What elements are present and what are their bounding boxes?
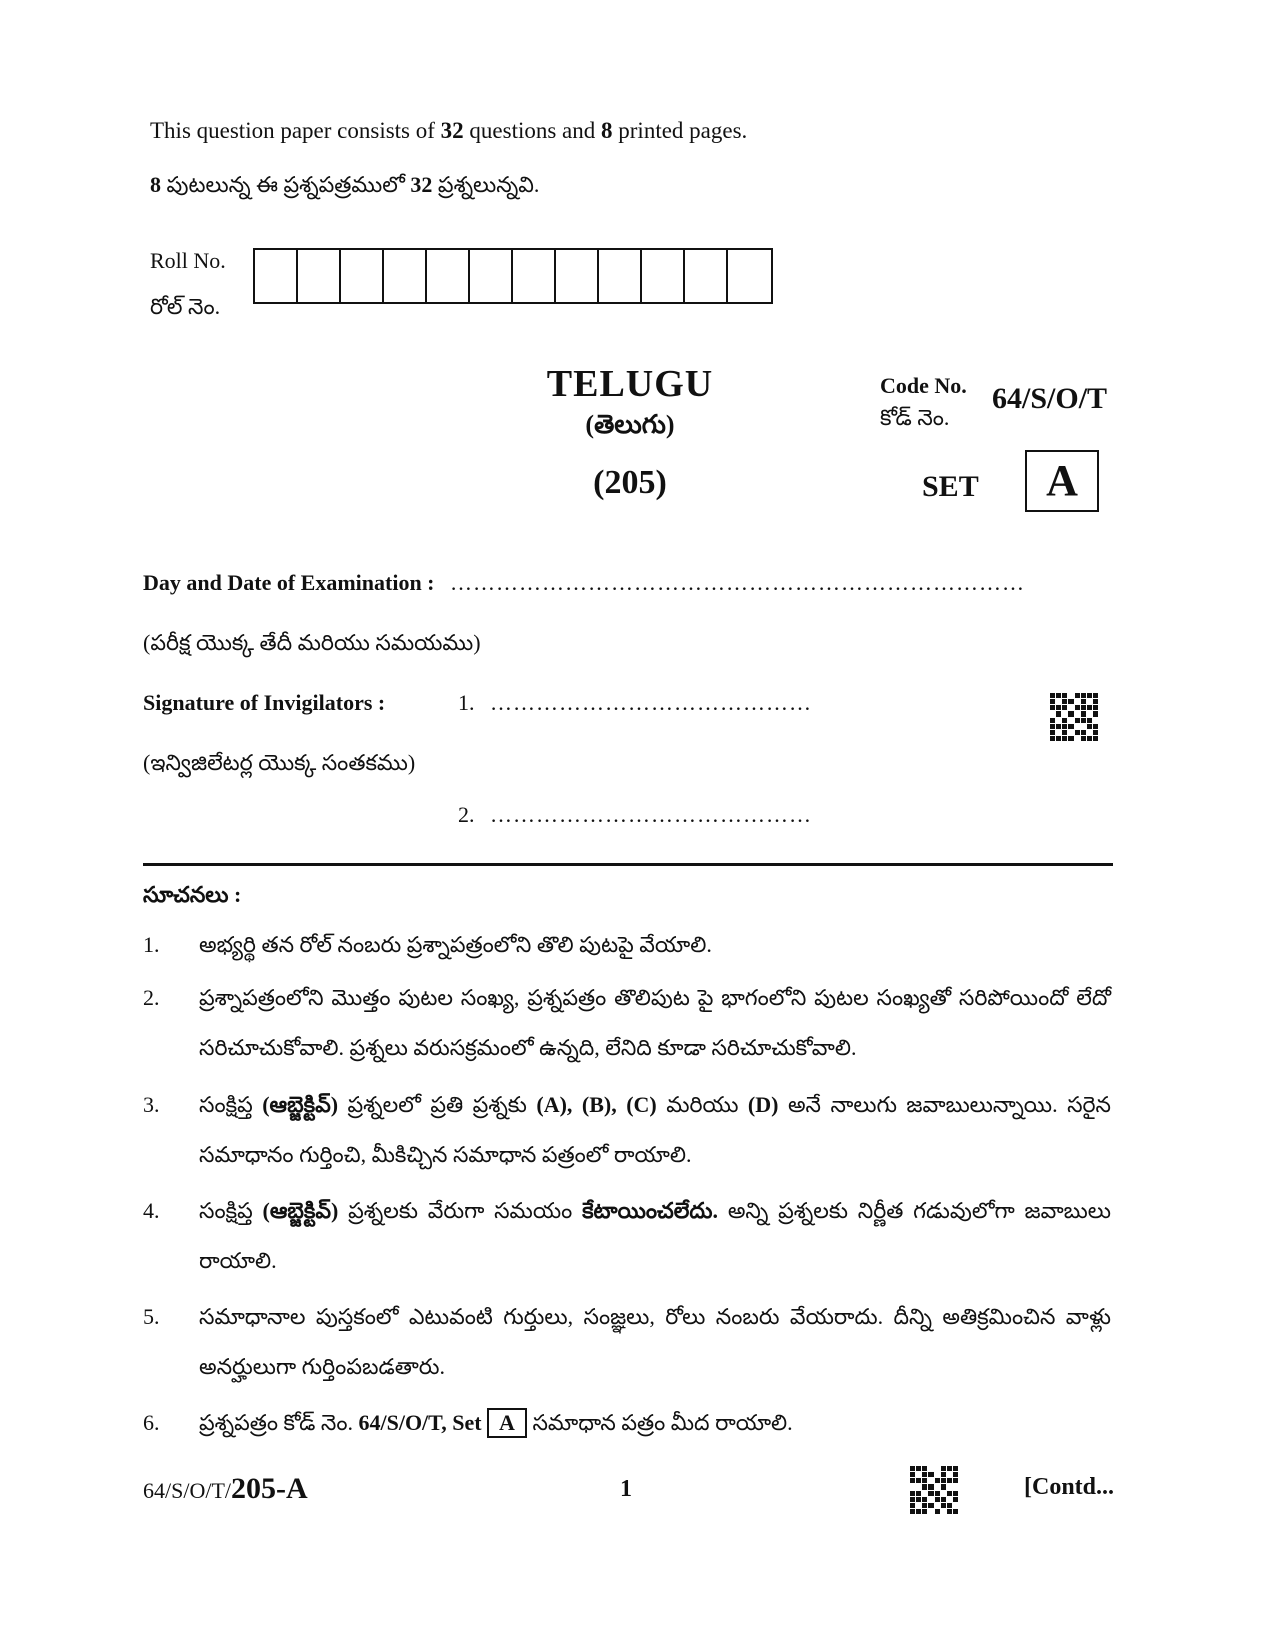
roll-number-cell[interactable]: [556, 250, 599, 302]
invigilator-signature-label-telugu: (ఇన్విజిలేటర్ల యొక్క సంతకము): [143, 750, 416, 775]
subject-name: TELUGU: [546, 363, 714, 405]
footer-paper-code: 64/S/O/T/205-A: [143, 1472, 308, 1505]
roll-number-cell[interactable]: [599, 250, 642, 302]
instruction-item: 6. ప్రశ్నపత్రం కోడ్ నెం. 64/S/O/T, Set A సమాధాన పత్రం మీద రాయాలి.: [143, 1398, 1111, 1448]
instruction-item: 1. అభ్యర్థి తన రోల్ నంబరు ప్రశ్నాపత్రంలోని తొలి పుటపై వేయాలి.: [143, 932, 712, 957]
roll-number-label: Roll No. రోల్ నెం.: [150, 248, 226, 319]
instructions-title: సూచనలు :: [143, 882, 242, 907]
qr-code-icon: [910, 1466, 958, 1514]
exam-date-label: Day and Date of Examination :: [143, 570, 435, 595]
invigilator-signature-1[interactable]: 1. ……………………………………: [458, 690, 812, 715]
roll-number-cell[interactable]: [298, 250, 341, 302]
code-number-label: Code No. కోడ్ నెం.: [880, 373, 967, 430]
exam-date-field[interactable]: …………………………………………………………………: [450, 570, 1026, 595]
section-divider: [143, 863, 1113, 866]
roll-number-cell[interactable]: [255, 250, 298, 302]
code-number-value: 64/S/O/T: [992, 382, 1108, 415]
roll-number-cell[interactable]: [685, 250, 728, 302]
invigilator-signature-label: Signature of Invigilators :: [143, 690, 386, 715]
instruction-item: 2. ప్రశ్నాపత్రంలోని మొత్తం పుటల సంఖ్య, ప్రశ్నపత్రం తొలిపుట పై భాగంలోని పుటల సంఖ్యతో సరిపోయిందో లేదో సరిచూచుకోవాలి. ప్రశ్నలు వరుసక్రమంలో ఉన్నది, లేనిది కూడా సరిచూచుకోవాలి.: [143, 985, 1111, 1060]
continued-label: [Contd...: [1024, 1474, 1115, 1500]
subject-code: (205): [593, 464, 667, 501]
instruction-item: 5. సమాధానాల పుస్తకంలో ఎటువంటి గుర్తులు, సంజ్ఞలు, రోలు నంబరు వేయరాదు. దీన్ని అతిక్రమించిన వాళ్లు అనర్హులుగా గుర్తింపబడతారు.: [143, 1304, 1111, 1379]
roll-number-cell[interactable]: [341, 250, 384, 302]
qr-code-icon: [1050, 693, 1098, 741]
set-value-box: A: [1025, 450, 1099, 512]
paper-info-telugu: 8 పుటలున్న ఈ ప్రశ్నపత్రములో 32 ప్రశ్నలున్నవి.: [150, 172, 540, 197]
invigilator-signature-2[interactable]: 2. ……………………………………: [458, 802, 812, 827]
instruction-item: 4. సంక్షిప్త (ఆబ్జెక్టివ్) ప్రశ్నలకు వేరుగా సమయం కేటాయించలేదు. అన్ని ప్రశ్నలకు నిర్ణీత గడువులోగా జవాబులు రాయాలి.: [143, 1198, 1111, 1273]
subject-title-block: [500, 362, 760, 502]
roll-number-cell[interactable]: [427, 250, 470, 302]
roll-number-boxes: [253, 248, 773, 304]
roll-number-cell[interactable]: [728, 250, 771, 302]
set-inline-box: A: [487, 1408, 527, 1438]
roll-number-cell[interactable]: [642, 250, 685, 302]
subject-name-telugu: (తెలుగు): [585, 410, 675, 439]
instruction-item: 3. సంక్షిప్త (ఆబ్జెక్టివ్) ప్రశ్నలలో ప్రతి ప్రశ్నకు (A), (B), (C) మరియు (D) అనే నాలుగు జవాబులున్నాయి. సరైన సమాధానం గుర్తించి, మీకిచ్చిన సమాధాన పత్రంలో రాయాలి.: [143, 1092, 1112, 1167]
page-number: 1: [620, 1476, 632, 1502]
set-label: SET: [922, 470, 979, 503]
roll-number-cell[interactable]: [470, 250, 513, 302]
paper-info-english: This question paper consists of 32 questions and 8 printed pages.: [150, 118, 748, 143]
exam-date-row: [143, 570, 1025, 596]
roll-number-cell[interactable]: [384, 250, 427, 302]
roll-number-cell[interactable]: [513, 250, 556, 302]
exam-date-label-telugu: (పరీక్ష యొక్క తేదీ మరియు సమయము): [143, 630, 481, 655]
